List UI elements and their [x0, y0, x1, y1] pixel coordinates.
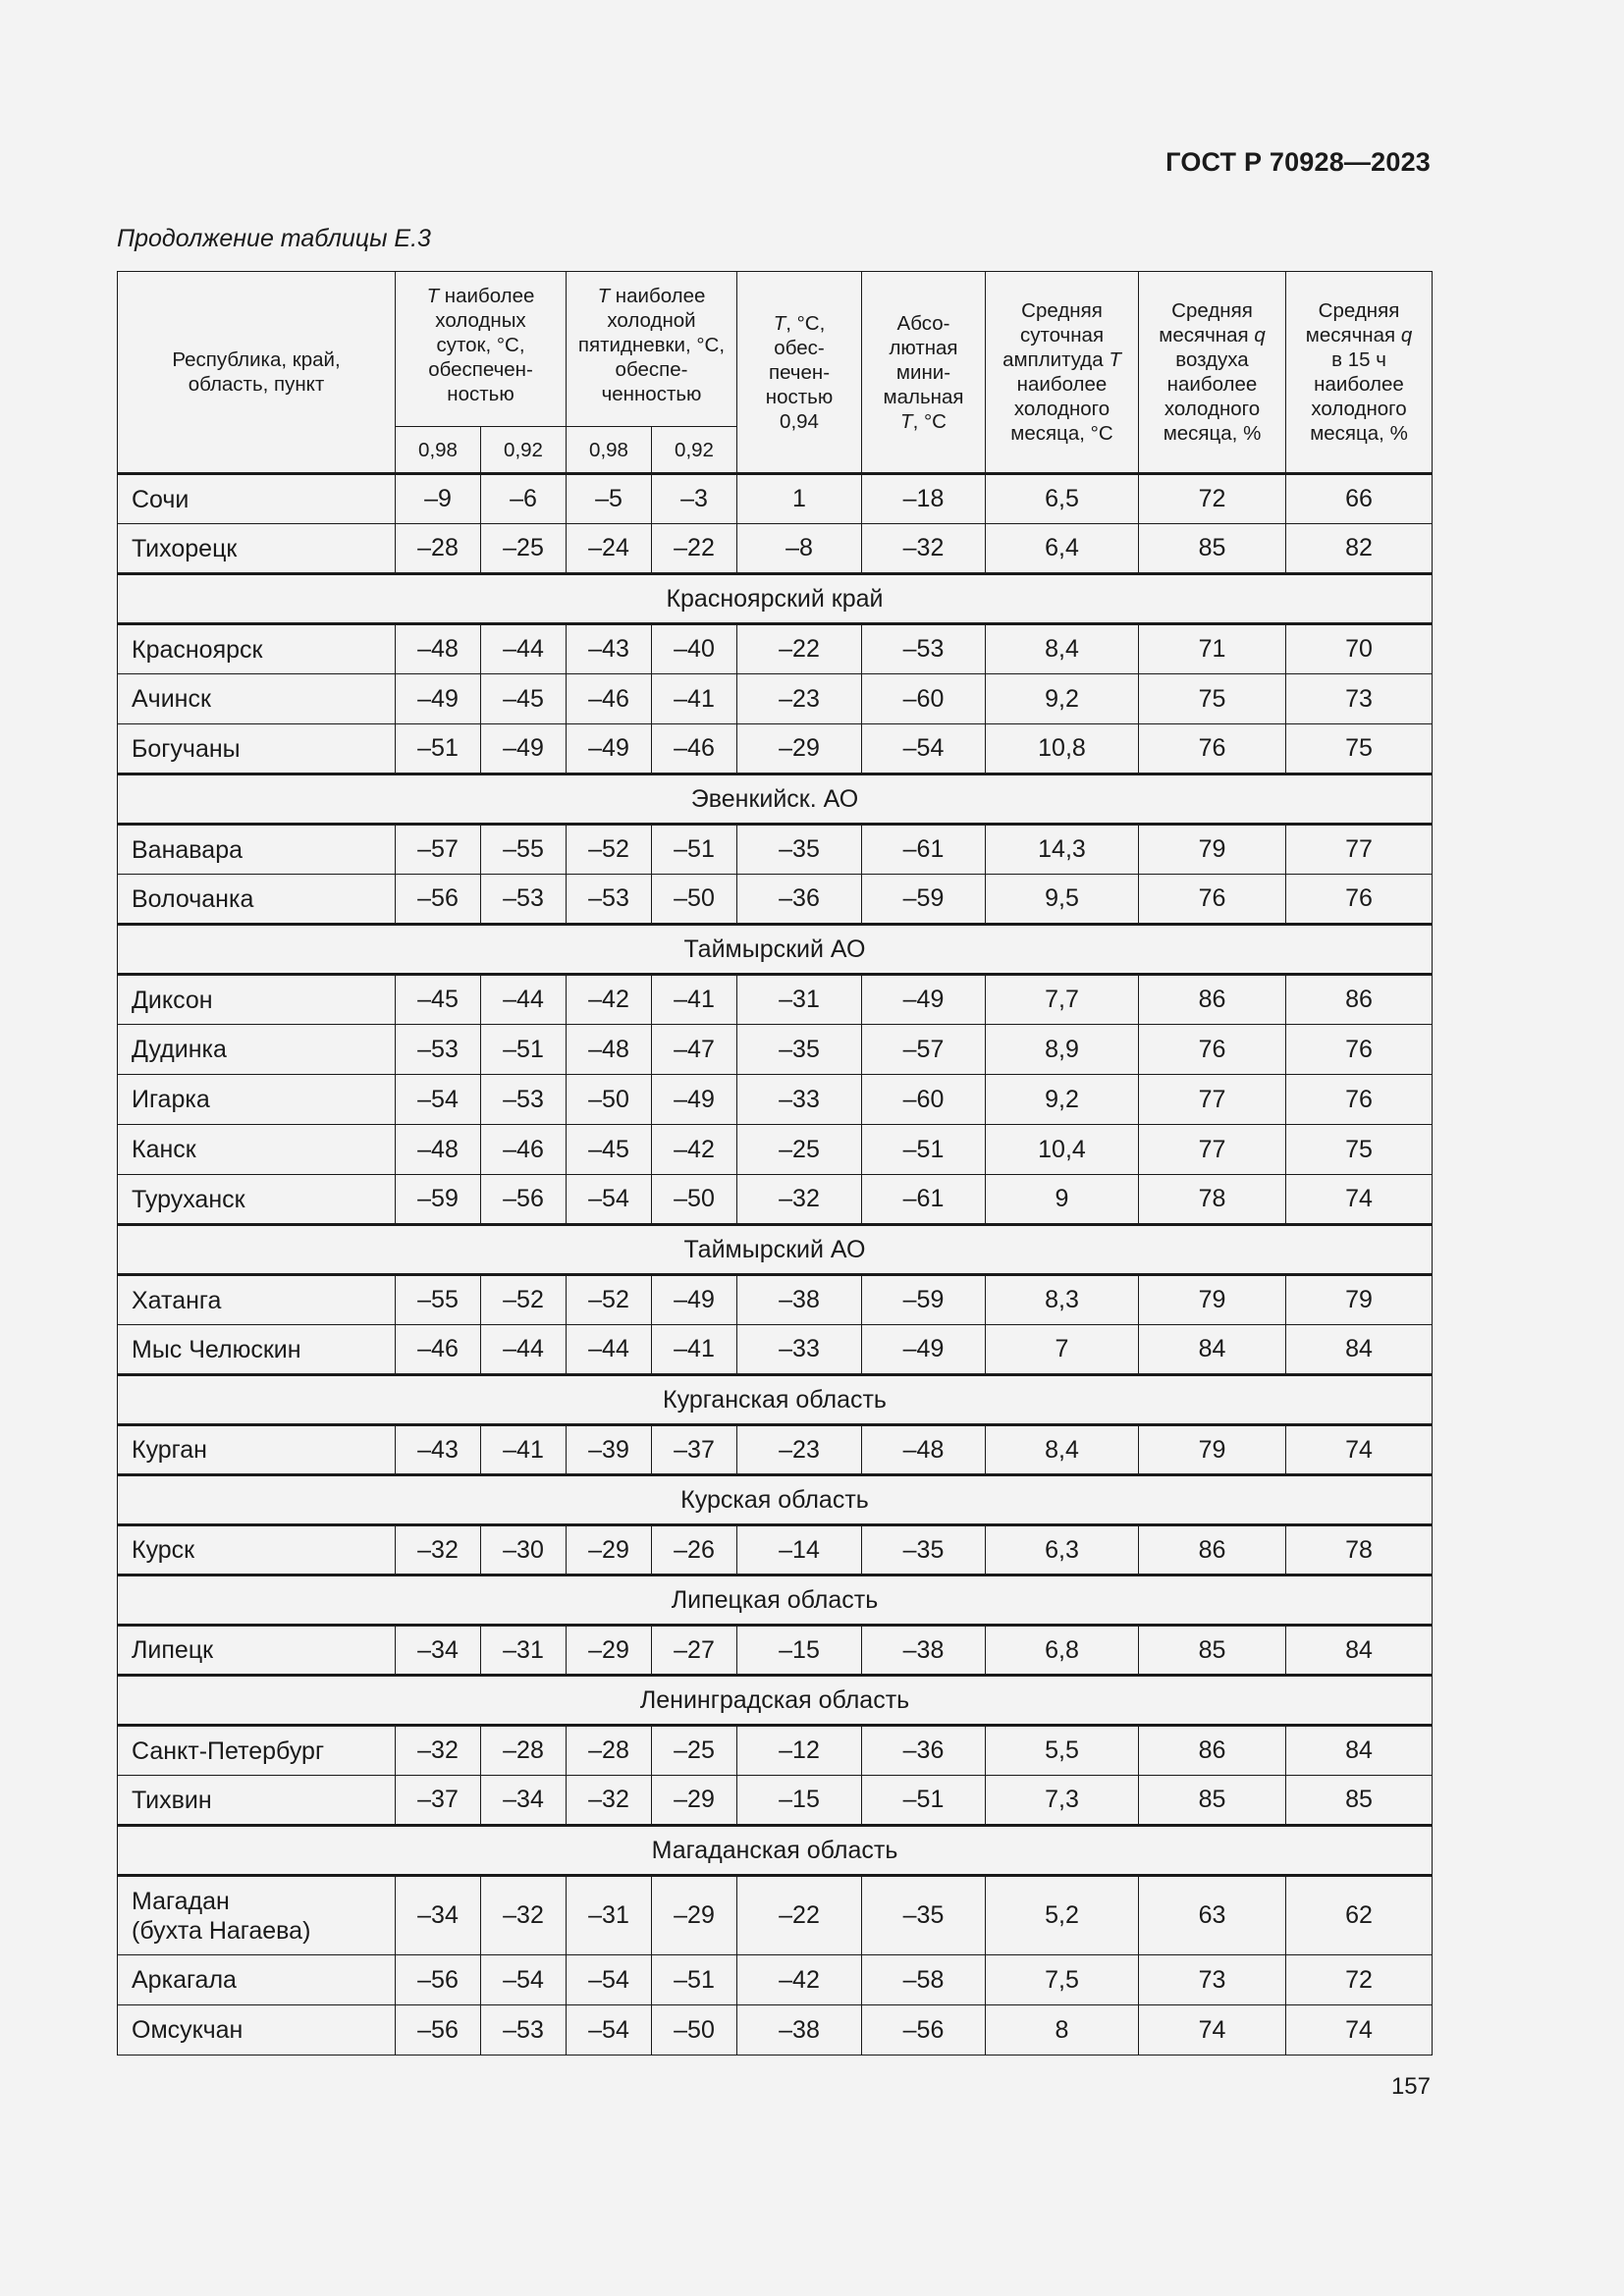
- table-cell: 9,2: [986, 674, 1139, 724]
- table-cell: 6,5: [986, 474, 1139, 524]
- station-name: Хатанга: [118, 1275, 396, 1325]
- table-cell: –25: [737, 1125, 862, 1175]
- table-cell: –33: [737, 1325, 862, 1375]
- station-name: Дудинка: [118, 1025, 396, 1075]
- table-cell: –53: [567, 875, 652, 925]
- table-cell: –15: [737, 1776, 862, 1826]
- table-cell: 71: [1139, 624, 1286, 674]
- table-row: [118, 1726, 1433, 1776]
- table-cell: –46: [396, 1325, 481, 1375]
- table-cell: –44: [481, 975, 567, 1025]
- region-header-row: [118, 1375, 1433, 1425]
- table-cell: –35: [737, 1025, 862, 1075]
- table-cell: 70: [1286, 624, 1433, 674]
- table-cell: –25: [481, 524, 567, 574]
- table-cell: –35: [737, 825, 862, 875]
- table-cell: 14,3: [986, 825, 1139, 875]
- table-cell: –39: [567, 1425, 652, 1475]
- station-name: Канск: [118, 1125, 396, 1175]
- table-cell: –52: [567, 825, 652, 875]
- table-cell: –61: [862, 825, 986, 875]
- table-cell: 78: [1286, 1525, 1433, 1575]
- table-cell: –60: [862, 674, 986, 724]
- region-name: Магаданская область: [118, 1826, 1433, 1876]
- table-cell: –38: [737, 1275, 862, 1325]
- table-cell: –53: [862, 624, 986, 674]
- table-cell: –35: [862, 1876, 986, 1955]
- region-header-row: [118, 1475, 1433, 1525]
- table-cell: 9,2: [986, 1075, 1139, 1125]
- region-header-row: [118, 1575, 1433, 1626]
- table-cell: –12: [737, 1726, 862, 1776]
- table-row: [118, 1525, 1433, 1575]
- table-cell: 7,3: [986, 1776, 1139, 1826]
- table-cell: 76: [1139, 875, 1286, 925]
- table-cell: –54: [862, 724, 986, 774]
- region-name: Эвенкийск. АО: [118, 774, 1433, 825]
- table-row: [118, 674, 1433, 724]
- table-cell: –3: [652, 474, 737, 524]
- table-cell: 74: [1139, 2005, 1286, 2056]
- table-cell: –24: [567, 524, 652, 574]
- region-header-row: [118, 1826, 1433, 1876]
- header-daily-amplitude: Средняя суточная амплитуда T наиболее холодного месяца, °С: [986, 272, 1139, 474]
- table-row: [118, 624, 1433, 674]
- table-cell: 76: [1286, 1075, 1433, 1125]
- table-cell: –41: [652, 975, 737, 1025]
- table-cell: –58: [862, 1955, 986, 2005]
- table-cell: –32: [396, 1726, 481, 1776]
- station-name: Ачинск: [118, 674, 396, 724]
- table-cell: –54: [567, 1175, 652, 1225]
- table-row: [118, 524, 1433, 574]
- table-cell: –53: [481, 2005, 567, 2056]
- region-name: Ленинградская область: [118, 1676, 1433, 1726]
- table-row: [118, 1075, 1433, 1125]
- page-number: 157: [1390, 2073, 1431, 2100]
- subheader-five-day-098: 0,98: [567, 427, 652, 474]
- table-cell: –56: [862, 2005, 986, 2056]
- table-cell: –42: [567, 975, 652, 1025]
- header-monthly-humidity: Средняя месячная q воздуха наиболее холодного месяца, %: [1139, 272, 1286, 474]
- table-row: [118, 1955, 1433, 2005]
- table-cell: 84: [1286, 1626, 1433, 1676]
- table-cell: –45: [481, 674, 567, 724]
- table-cell: –32: [567, 1776, 652, 1826]
- region-name: Курская область: [118, 1475, 1433, 1525]
- table-cell: –42: [737, 1955, 862, 2005]
- table-cell: –33: [737, 1075, 862, 1125]
- table-cell: –49: [396, 674, 481, 724]
- table-cell: –48: [396, 1125, 481, 1175]
- table-cell: 74: [1286, 1425, 1433, 1475]
- station-name: Диксон: [118, 975, 396, 1025]
- table-cell: –32: [737, 1175, 862, 1225]
- table-cell: –56: [396, 1955, 481, 2005]
- table-cell: –41: [652, 674, 737, 724]
- table-row: [118, 1275, 1433, 1325]
- table-body: [118, 474, 1433, 2056]
- table-cell: 85: [1139, 1776, 1286, 1826]
- table-cell: 82: [1286, 524, 1433, 574]
- table-cell: 78: [1139, 1175, 1286, 1225]
- table-row: [118, 1776, 1433, 1826]
- table-cell: 66: [1286, 474, 1433, 524]
- table-cell: –46: [652, 724, 737, 774]
- table-cell: –29: [652, 1776, 737, 1826]
- table-cell: –51: [652, 1955, 737, 2005]
- table-cell: –53: [481, 875, 567, 925]
- table-cell: 76: [1139, 1025, 1286, 1075]
- table-cell: –52: [567, 1275, 652, 1325]
- table-cell: –53: [396, 1025, 481, 1075]
- table-cell: –57: [396, 825, 481, 875]
- table-cell: –51: [862, 1776, 986, 1826]
- table-cell: –61: [862, 1175, 986, 1225]
- region-header-row: [118, 1225, 1433, 1275]
- table-cell: 10,4: [986, 1125, 1139, 1175]
- table-cell: –51: [862, 1125, 986, 1175]
- table-cell: –44: [481, 624, 567, 674]
- table-cell: –44: [481, 1325, 567, 1375]
- table-cell: –48: [396, 624, 481, 674]
- region-name: Липецкая область: [118, 1575, 1433, 1626]
- table-cell: 8,4: [986, 624, 1139, 674]
- header-location: Республика, край, область, пункт: [118, 272, 396, 474]
- table-cell: –46: [481, 1125, 567, 1175]
- table-cell: 7,5: [986, 1955, 1139, 2005]
- table-cell: 9: [986, 1175, 1139, 1225]
- table-cell: –38: [737, 2005, 862, 2056]
- table-cell: –34: [396, 1626, 481, 1676]
- table-cell: –56: [481, 1175, 567, 1225]
- region-name: Курганская область: [118, 1375, 1433, 1425]
- table-cell: –22: [737, 624, 862, 674]
- table-cell: –27: [652, 1626, 737, 1676]
- table-cell: 76: [1139, 724, 1286, 774]
- table-cell: 8: [986, 2005, 1139, 2056]
- table-cell: –23: [737, 1425, 862, 1475]
- table-cell: –28: [396, 524, 481, 574]
- table-cell: 77: [1139, 1125, 1286, 1175]
- table-cell: –54: [567, 2005, 652, 2056]
- region-name: Таймырский АО: [118, 925, 1433, 975]
- table-cell: 10,8: [986, 724, 1139, 774]
- table-cell: 86: [1286, 975, 1433, 1025]
- table-cell: 7,7: [986, 975, 1139, 1025]
- table-cell: 75: [1286, 724, 1433, 774]
- table-cell: –57: [862, 1025, 986, 1075]
- table-cell: –28: [481, 1726, 567, 1776]
- table-cell: –38: [862, 1626, 986, 1676]
- table-cell: 7: [986, 1325, 1139, 1375]
- table-cell: –34: [481, 1776, 567, 1826]
- table-row: [118, 1125, 1433, 1175]
- table-cell: –51: [481, 1025, 567, 1075]
- region-name: Таймырский АО: [118, 1225, 1433, 1275]
- table-cell: –8: [737, 524, 862, 574]
- station-name: Сочи: [118, 474, 396, 524]
- table-cell: 8,3: [986, 1275, 1139, 1325]
- table-cell: 73: [1139, 1955, 1286, 2005]
- table-row: [118, 825, 1433, 875]
- table-row: [118, 1425, 1433, 1475]
- region-header-row: [118, 1676, 1433, 1726]
- table-cell: –53: [481, 1075, 567, 1125]
- station-name: Игарка: [118, 1075, 396, 1125]
- table-cell: –55: [481, 825, 567, 875]
- table-cell: –60: [862, 1075, 986, 1125]
- table-row: [118, 1325, 1433, 1375]
- table-cell: 62: [1286, 1876, 1433, 1955]
- table-cell: 5,5: [986, 1726, 1139, 1776]
- table-caption: Продолжение таблицы Е.3: [117, 225, 431, 252]
- table-cell: 72: [1139, 474, 1286, 524]
- table-cell: 79: [1139, 1425, 1286, 1475]
- table-cell: –49: [481, 724, 567, 774]
- table-cell: 86: [1139, 975, 1286, 1025]
- table-cell: –15: [737, 1626, 862, 1676]
- table-cell: 76: [1286, 875, 1433, 925]
- table-cell: 75: [1139, 674, 1286, 724]
- table-cell: 1: [737, 474, 862, 524]
- table-row: [118, 474, 1433, 524]
- table-cell: –42: [652, 1125, 737, 1175]
- table-cell: –59: [862, 875, 986, 925]
- table-cell: –32: [862, 524, 986, 574]
- table-cell: –50: [652, 2005, 737, 2056]
- table-row: [118, 875, 1433, 925]
- table-cell: –45: [567, 1125, 652, 1175]
- table-cell: –6: [481, 474, 567, 524]
- table-cell: 86: [1139, 1525, 1286, 1575]
- table-cell: 79: [1139, 1275, 1286, 1325]
- table-cell: –5: [567, 474, 652, 524]
- station-name: Омсукчан: [118, 2005, 396, 2056]
- station-name: Богучаны: [118, 724, 396, 774]
- station-name: Аркагала: [118, 1955, 396, 2005]
- header-coldest-five-day: T наиболее холодной пятидневки, °С, обеспе-ченностью: [567, 272, 737, 427]
- table-row: [118, 1626, 1433, 1676]
- table-cell: 86: [1139, 1726, 1286, 1776]
- table-cell: –54: [396, 1075, 481, 1125]
- header-t-094: T, °С, обес-печен-ностью 0,94: [737, 272, 862, 474]
- table-cell: –28: [567, 1726, 652, 1776]
- table-cell: 79: [1286, 1275, 1433, 1325]
- table-cell: –34: [396, 1876, 481, 1955]
- table-cell: 85: [1139, 1626, 1286, 1676]
- climate-data-table: [117, 271, 1433, 2056]
- table-cell: 79: [1139, 825, 1286, 875]
- table-cell: –29: [737, 724, 862, 774]
- table-cell: –9: [396, 474, 481, 524]
- station-name: Тихвин: [118, 1776, 396, 1826]
- table-cell: –32: [396, 1525, 481, 1575]
- table-cell: –59: [396, 1175, 481, 1225]
- table-cell: –51: [652, 825, 737, 875]
- table-cell: –49: [652, 1075, 737, 1125]
- table-cell: –31: [567, 1876, 652, 1955]
- table-row: [118, 724, 1433, 774]
- table-cell: –36: [737, 875, 862, 925]
- station-name: Волочанка: [118, 875, 396, 925]
- table-cell: –50: [652, 875, 737, 925]
- table-cell: 5,2: [986, 1876, 1139, 1955]
- table-cell: –54: [481, 1955, 567, 2005]
- table-cell: –18: [862, 474, 986, 524]
- table-cell: –49: [567, 724, 652, 774]
- table-cell: 72: [1286, 1955, 1433, 2005]
- region-header-row: [118, 574, 1433, 624]
- table-cell: 75: [1286, 1125, 1433, 1175]
- table-cell: 84: [1286, 1325, 1433, 1375]
- header-absolute-min: Абсо-лютная мини-мальная T, °С: [862, 272, 986, 474]
- table-cell: 73: [1286, 674, 1433, 724]
- table-cell: 74: [1286, 1175, 1433, 1225]
- table-cell: 8,4: [986, 1425, 1139, 1475]
- table-cell: –29: [567, 1525, 652, 1575]
- table-cell: –32: [481, 1876, 567, 1955]
- table-row: [118, 1876, 1433, 1955]
- table-cell: –43: [396, 1425, 481, 1475]
- table-cell: –26: [652, 1525, 737, 1575]
- table-cell: 85: [1139, 524, 1286, 574]
- station-name: Туруханск: [118, 1175, 396, 1225]
- table-cell: –31: [481, 1626, 567, 1676]
- table-row: [118, 1175, 1433, 1225]
- table-cell: –14: [737, 1525, 862, 1575]
- table-cell: –55: [396, 1275, 481, 1325]
- station-name: Ванавара: [118, 825, 396, 875]
- station-name: Курган: [118, 1425, 396, 1475]
- table-cell: –29: [567, 1626, 652, 1676]
- region-header-row: [118, 925, 1433, 975]
- document-code: ГОСТ Р 70928—2023: [1165, 147, 1431, 177]
- table-cell: –25: [652, 1726, 737, 1776]
- table-cell: –37: [652, 1425, 737, 1475]
- station-name: Красноярск: [118, 624, 396, 674]
- table-cell: –22: [652, 524, 737, 574]
- table-cell: –56: [396, 2005, 481, 2056]
- table-cell: 63: [1139, 1876, 1286, 1955]
- table-cell: –56: [396, 875, 481, 925]
- region-header-row: [118, 774, 1433, 825]
- table-row: [118, 2005, 1433, 2056]
- table-cell: 74: [1286, 2005, 1433, 2056]
- table-cell: –41: [481, 1425, 567, 1475]
- table-cell: 6,8: [986, 1626, 1139, 1676]
- subheader-five-day-092: 0,92: [652, 427, 737, 474]
- table-cell: –51: [396, 724, 481, 774]
- table-cell: –49: [862, 1325, 986, 1375]
- subheader-day-092: 0,92: [481, 427, 567, 474]
- subheader-day-098: 0,98: [396, 427, 481, 474]
- table-cell: –41: [652, 1325, 737, 1375]
- table-cell: –48: [862, 1425, 986, 1475]
- header-coldest-day: T наиболее холодных суток, °С, обеспечен-ностью: [396, 272, 567, 427]
- table-cell: 8,9: [986, 1025, 1139, 1075]
- table-cell: –43: [567, 624, 652, 674]
- table-cell: –37: [396, 1776, 481, 1826]
- table-cell: –46: [567, 674, 652, 724]
- table-row: [118, 975, 1433, 1025]
- station-name: Мыс Челюскин: [118, 1325, 396, 1375]
- table-cell: –54: [567, 1955, 652, 2005]
- table-cell: –52: [481, 1275, 567, 1325]
- table-cell: 76: [1286, 1025, 1433, 1075]
- table-cell: –30: [481, 1525, 567, 1575]
- table-cell: 85: [1286, 1776, 1433, 1826]
- table-cell: –44: [567, 1325, 652, 1375]
- table-cell: –35: [862, 1525, 986, 1575]
- table-cell: –29: [652, 1876, 737, 1955]
- table-cell: –40: [652, 624, 737, 674]
- table-cell: –59: [862, 1275, 986, 1325]
- region-name: Красноярский край: [118, 574, 1433, 624]
- table-cell: 9,5: [986, 875, 1139, 925]
- table-cell: 84: [1139, 1325, 1286, 1375]
- header-humidity-15h: Средняя месячная q в 15 ч наиболее холодного месяца, %: [1286, 272, 1433, 474]
- table-cell: –31: [737, 975, 862, 1025]
- table-cell: –48: [567, 1025, 652, 1075]
- station-name: Липецк: [118, 1626, 396, 1676]
- table-cell: 77: [1139, 1075, 1286, 1125]
- station-name: Санкт-Петербург: [118, 1726, 396, 1776]
- table-row: [118, 1025, 1433, 1075]
- table-cell: –22: [737, 1876, 862, 1955]
- table-cell: –50: [567, 1075, 652, 1125]
- table-cell: –45: [396, 975, 481, 1025]
- table-cell: 6,4: [986, 524, 1139, 574]
- table-cell: –47: [652, 1025, 737, 1075]
- table-cell: –49: [862, 975, 986, 1025]
- station-name: Тихорецк: [118, 524, 396, 574]
- table-cell: –23: [737, 674, 862, 724]
- table-cell: 84: [1286, 1726, 1433, 1776]
- table-cell: –50: [652, 1175, 737, 1225]
- table-cell: –49: [652, 1275, 737, 1325]
- table-cell: –36: [862, 1726, 986, 1776]
- station-name: Курск: [118, 1525, 396, 1575]
- station-name: Магадан (бухта Нагаева): [118, 1876, 396, 1955]
- table-cell: 6,3: [986, 1525, 1139, 1575]
- table-cell: 77: [1286, 825, 1433, 875]
